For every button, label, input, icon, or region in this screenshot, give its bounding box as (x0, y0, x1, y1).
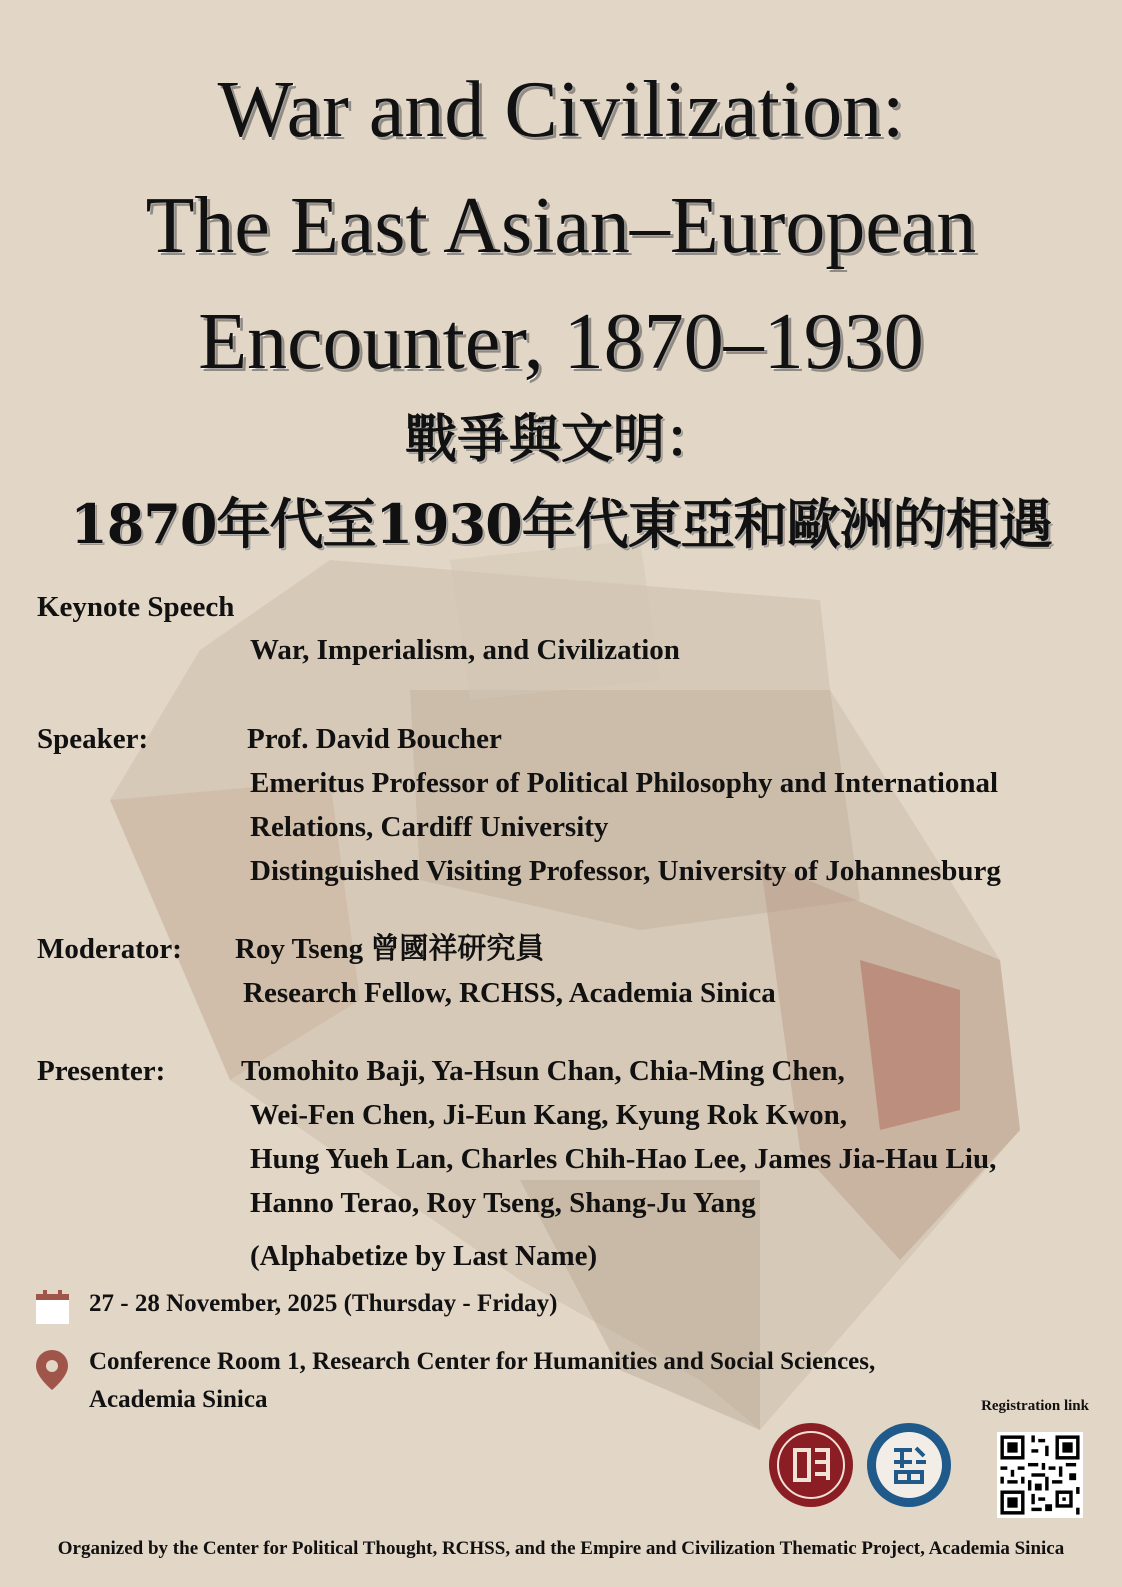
location-pin-icon (36, 1350, 68, 1390)
event-venue-line1: Conference Room 1, Research Center for Humanities and Social Sciences, (89, 1348, 876, 1375)
presenter-line1: Tomohito Baji, Ya-Hsun Chan, Chia-Ming Chen, (241, 1055, 845, 1087)
moderator-affiliation: Research Fellow, RCHSS, Academia Sinica (243, 977, 776, 1009)
event-venue-line2: Academia Sinica (89, 1386, 268, 1413)
presenter-label: Presenter: (37, 1055, 166, 1087)
calendar-icon (36, 1290, 69, 1324)
keynote-label: Keynote Speech (37, 591, 235, 623)
title-english-line2: The East Asian–European (145, 182, 977, 270)
title-english-line3: Encounter, 1870–1930 (198, 298, 924, 386)
rchss-seal-logo (768, 1422, 854, 1508)
moderator-label: Moderator: (37, 933, 182, 965)
title-chinese-line1: 戰爭與文明： (404, 410, 717, 470)
title-chinese-line2: 1870年代至1930年代東亞和歐洲的相遇 (70, 492, 1052, 556)
political-thought-seal-logo (866, 1422, 952, 1508)
presenter-line3: Hung Yueh Lan, Charles Chih-Hao Lee, James Jia-Hau Liu, (250, 1143, 997, 1175)
organizer-footer: Organized by the Center for Political Thought, RCHSS, and the Empire and Civilization Thematic Project, Academia Sinica (57, 1538, 1065, 1559)
speaker-affiliation-2: Relations, Cardiff University (250, 811, 609, 843)
title-english-line1: War and Civilization: (217, 66, 905, 154)
registration-qr-code[interactable] (997, 1432, 1083, 1518)
presenter-note: (Alphabetize by Last Name) (250, 1240, 598, 1272)
presenter-line2: Wei-Fen Chen, Ji-Eun Kang, Kyung Rok Kwon, (250, 1099, 848, 1131)
title-chinese (0, 398, 1122, 566)
speaker-affiliation-3: Distinguished Visiting Professor, University of Johannesburg (250, 855, 1001, 887)
speaker-name: Prof. David Boucher (247, 723, 502, 755)
keynote-title: War, Imperialism, and Civilization (250, 634, 680, 666)
presenter-line4: Hanno Terao, Roy Tseng, Shang-Ju Yang (250, 1187, 756, 1219)
title-english (0, 52, 1122, 400)
moderator-name: Roy Tseng 曾國祥研究員 (235, 933, 545, 965)
speaker-label: Speaker: (37, 723, 149, 755)
registration-label: Registration link (981, 1398, 1089, 1414)
event-date: 27 - 28 November, 2025 (Thursday - Friday) (89, 1290, 558, 1317)
speaker-affiliation-1: Emeritus Professor of Political Philosophy and International (250, 767, 999, 799)
